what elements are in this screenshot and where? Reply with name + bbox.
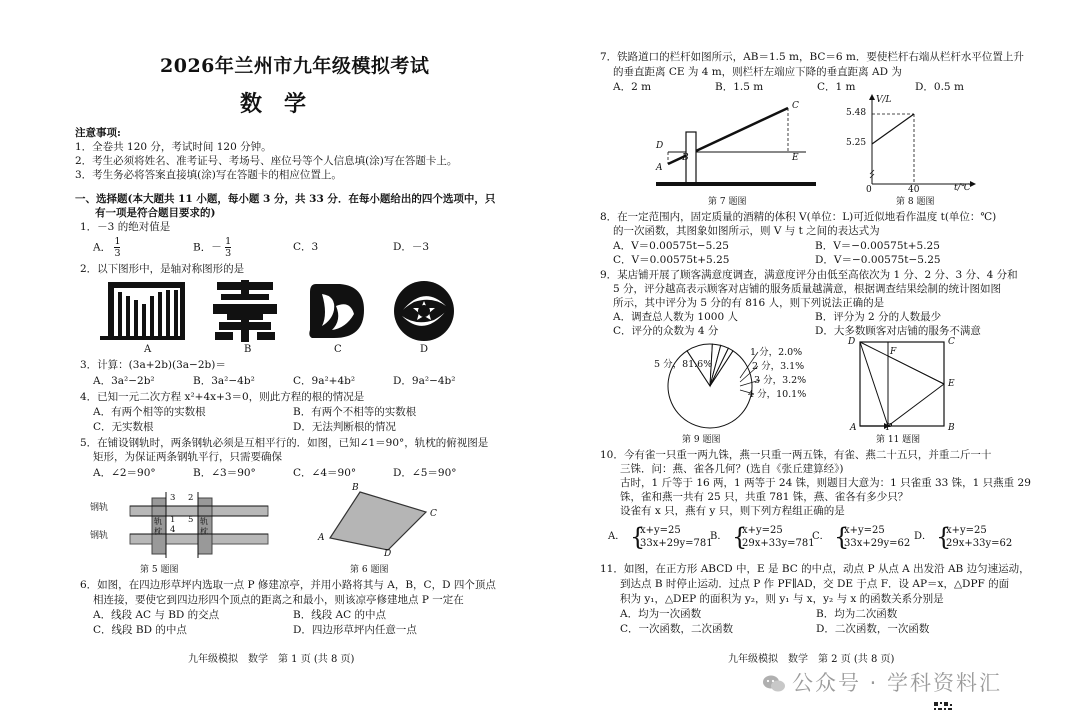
notice-heading: 注意事项:	[75, 127, 121, 139]
qr-code-icon	[934, 702, 954, 712]
q2-stem: 2．以下图形中，是轴对称图形的是	[80, 263, 245, 275]
q11-stem-1: 11．如图，在正方形 ABCD 中，E 是 BC 的中点，动点 P 从点 A 出发沿 AB 边匀速运动，	[600, 563, 1030, 575]
q7-label-e: E	[792, 153, 799, 163]
q4-option-c: C．无实数根	[93, 421, 154, 433]
q7-label-b: B	[682, 153, 689, 163]
q1-option-a: A． $\frac{1}{3}$	[93, 236, 121, 259]
section1-heading: 一、选择题(本大题共 11 小题，每小题 3 分，共 33 分．在每小题给出的四个选项中，只	[75, 193, 496, 205]
q11-label-d: D	[848, 337, 856, 347]
q4-stem: 4．已知一元二次方程 x²+4x+3＝0，则此方程的根的情况是	[80, 391, 365, 403]
notice-1: 1．全卷共 120 分，考试时间 120 分钟。	[75, 141, 272, 153]
q1-option-c: C．3	[293, 241, 319, 253]
q10-stem-1: 10．今有雀一只重一两九铢，燕一只重一两五铢，有雀、燕二十五只，并重二斤一十	[600, 449, 992, 461]
q8-option-c: C．V＝0.00575t+5.25	[613, 254, 730, 266]
q11-label-f: F	[890, 347, 897, 357]
q5-angle-4: 4	[170, 525, 176, 535]
q10-stem-4: 铢，雀和燕一共有 25 只，共重 781 铢，燕、雀各有多少只？	[620, 491, 909, 503]
q10-option-a: A． { x+y=25 33x+29y=781	[608, 523, 713, 551]
q5-angle-1: 1	[170, 515, 176, 525]
q11-label-e: E	[948, 379, 955, 389]
q8-option-d: D．V＝−0.00575t−5.25	[815, 254, 941, 266]
q6-stem-1: 6．如图，在四边形草坪内选取一点 P 修建凉亭，并用小路将其与 A，B，C，D 四个顶点	[80, 579, 496, 591]
q5-rail-label-top: 钢轨	[90, 503, 109, 513]
q6-figure	[318, 482, 448, 560]
q8-figure	[846, 94, 976, 194]
q8-y-tick-548: 5.48	[846, 108, 867, 118]
q8-stem-2: 的一次函数，其图象如图所示，则 V 与 t 之间的表达式为	[613, 225, 880, 237]
q11-option-b: B．均为二次函数	[816, 608, 898, 620]
q10-option-c: C． { x+y=25 33x+29y=62	[812, 523, 911, 551]
notice-3: 3．考生务必将答案直接填(涂)写在答题卡的相应位置上。	[75, 169, 342, 181]
q7-option-c: C．1 m	[817, 81, 856, 93]
q2-figure-c	[306, 280, 368, 342]
q5-tie-right-2: 枕	[200, 527, 208, 536]
q2-label-d: D	[420, 344, 429, 355]
q4-option-d: D．无法判断根的情况	[293, 421, 396, 433]
subject-title: 数 学	[240, 91, 307, 117]
q11-figure-caption: 第 11 题图	[876, 435, 921, 445]
right-page	[540, 0, 1080, 714]
q11-label-c: C	[948, 337, 955, 347]
q7-label-a: A	[656, 163, 663, 173]
q7-figure	[656, 100, 816, 190]
q11-figure	[848, 336, 958, 432]
q2-label-b: B	[244, 344, 252, 355]
q8-y-tick-525: 5.25	[846, 138, 867, 148]
q9-figure-caption: 第 9 题图	[682, 435, 721, 445]
q5-stem-2: 矩形，为保证两条钢轨平行，只需要确保	[93, 451, 282, 463]
q11-option-c: C．一次函数，二次函数	[620, 623, 734, 635]
left-page-footer: 九年级模拟 数学 第 1 页 (共 8 页)	[188, 654, 355, 665]
pie-label-4: 4 分，10.1%	[748, 389, 807, 400]
q6-option-b: B．线段 AC 的中点	[293, 609, 387, 621]
q7-option-b: B．1.5 m	[715, 81, 764, 93]
q11-label-p: P	[886, 423, 893, 433]
q10-stem-3: 古时，1 斤等于 16 两，1 两等于 24 铢，则题目大意为：1 只雀重 33 铢，1 只燕重 29	[620, 477, 1031, 489]
q6-option-c: C．线段 BD 的中点	[93, 624, 187, 636]
q9-option-a: A．调查总人数为 1000 人	[613, 311, 738, 323]
q6-vertex-d: D	[384, 549, 392, 559]
pie-label-3: 3 分，3.2%	[754, 375, 807, 386]
q5-figure-caption: 第 5 题图	[140, 565, 179, 575]
q3-option-b: B．3a²−4b²	[193, 375, 255, 387]
q6-option-a: A．线段 AC 与 BD 的交点	[93, 609, 220, 621]
q6-vertex-b: B	[352, 483, 359, 493]
pie-label-2: 2 分，3.1%	[752, 361, 805, 372]
q9-stem-1: 9．某店铺开展了顾客满意度调查，满意度评分由低至高依次为 1 分、2 分、3 分、4 分和	[600, 269, 1018, 281]
q9-stem-2: 5 分，评分越高表示顾客对店铺的服务质量越满意，根据调查结果绘制的统计图如图	[613, 283, 1002, 295]
exam-title: 2026年兰州市九年级模拟考试	[160, 55, 430, 77]
q5-rail-label-bottom: 钢轨	[90, 531, 109, 541]
q7-stem-1: 7．铁路道口的栏杆如图所示，AB＝1.5 m，BC＝6 m．要使栏杆右端从栏杆水平位置上升	[600, 51, 1024, 63]
q5-stem-1: 5．在铺设钢轨时，两条钢轨必须是互相平行的．如图，已知∠1＝90°，轨枕的俯视图是	[80, 437, 489, 449]
q2-label-c: C	[334, 344, 342, 355]
q6-option-d: D．四边形草坪内任意一点	[293, 624, 417, 636]
q2-figure-d	[392, 280, 456, 342]
section1-heading-2: 有一项是符合题目要求的)	[95, 207, 216, 219]
q4-option-b: B．有两个不相等的实数根	[293, 406, 417, 418]
q6-stem-2: 相连接，要使它到四边形四个顶点的距离之和最小，则该凉亭修建地点 P 一定在	[93, 594, 464, 606]
q2-figure-b	[213, 280, 277, 342]
q5-tie-left-1: 轨	[154, 517, 162, 526]
q9-option-c: C．评分的众数为 4 分	[613, 325, 719, 337]
q8-x-tick-0: 0	[866, 185, 872, 195]
q11-label-a: A	[850, 423, 857, 433]
q2-figure-a	[100, 282, 185, 340]
q9-option-d: D．大多数顾客对店铺的服务不满意	[815, 325, 981, 337]
q11-option-a: A．均为一次函数	[620, 608, 702, 620]
q7-option-a: A．2 m	[613, 81, 652, 93]
pie-label-5: 5 分，81.6%	[654, 359, 713, 370]
q8-option-b: B．V＝−0.00575t+5.25	[815, 240, 940, 252]
q5-angle-2: 2	[188, 493, 194, 503]
q10-stem-5: 设雀有 x 只，燕有 y 只，则下列方程组正确的是	[620, 505, 845, 517]
q1-stem: 1．－3 的绝对值是	[80, 221, 171, 233]
q8-option-a: A．V＝0.00575t−5.25	[613, 240, 729, 252]
right-page-footer: 九年级模拟 数学 第 2 页 (共 8 页)	[728, 654, 895, 665]
q8-x-axis-label: t/℃	[954, 183, 971, 193]
notice-2: 2．考生必须将姓名、准考证号、考场号、座位号等个人信息填(涂)写在答题卡上。	[75, 155, 458, 167]
q9-pie-chart	[640, 340, 830, 432]
q11-label-b: B	[948, 423, 955, 433]
q3-option-c: C．9a²+4b²	[293, 375, 356, 387]
q1-option-d: D．－3	[393, 241, 430, 253]
q7-stem-2: 的垂直距离 CE 为 4 m，则栏杆左端应下降的垂直距离 AD 为	[613, 66, 902, 78]
q7-label-d: D	[656, 141, 664, 151]
q3-option-d: D．9a²−4b²	[393, 375, 456, 387]
pie-label-1: 1 分，2.0%	[750, 347, 803, 358]
q10-option-b: B． { x+y=25 29x+33y=781	[710, 523, 815, 551]
q11-stem-2: 到达点 B 时停止运动．过点 P 作 PF∥AD，交 DE 于点 F．设 AP＝x，△DPF 的面	[620, 578, 1010, 590]
q3-stem: 3．计算：(3a+2b)(3a−2b)＝	[80, 359, 226, 371]
q10-stem-2: 三铢．问：燕、雀各几何？(选自《张丘建算经》)	[620, 463, 844, 475]
q11-stem-3: 积为 y₁，△DEP 的面积为 y₂，则 y₁ 与 x，y₂ 与 x 的函数关系分别是	[620, 593, 944, 605]
q8-figure-caption: 第 8 题图	[896, 197, 935, 207]
q5-tie-right-1: 轨	[200, 517, 208, 526]
q7-figure-caption: 第 7 题图	[708, 197, 747, 207]
watermark	[762, 668, 1002, 700]
q5-option-d: D．∠5＝90°	[393, 467, 457, 479]
q7-label-c: C	[792, 101, 799, 111]
q9-option-b: B．评分为 2 分的人数最少	[815, 311, 942, 323]
q5-angle-3: 3	[170, 493, 176, 503]
q6-vertex-a: A	[318, 533, 325, 543]
q5-option-b: B．∠3＝90°	[193, 467, 256, 479]
q8-y-axis-label: V/L	[876, 95, 892, 105]
q5-option-c: C．∠4＝90°	[293, 467, 357, 479]
wechat-icon	[762, 674, 786, 694]
q8-stem-1: 8．在一定范围内，固定质量的酒精的体积 V(单位：L)可近似地看作温度 t(单位：℃)	[600, 211, 997, 223]
q4-option-a: A．有两个相等的实数根	[93, 406, 206, 418]
q6-figure-caption: 第 6 题图	[350, 565, 389, 575]
q3-option-a: A．3a²−2b²	[93, 375, 155, 387]
q5-tie-left-2: 枕	[154, 527, 162, 536]
q10-option-d: D． { x+y=25 29x+33y=62	[914, 523, 1013, 551]
q6-vertex-c: C	[430, 509, 437, 519]
q5-figure	[90, 488, 270, 560]
q8-x-tick-40: 40	[908, 185, 920, 195]
q5-angle-5: 5	[188, 515, 194, 525]
q1-option-b: B．－ $\frac{1}{3}$	[193, 236, 232, 259]
watermark-text: 公众号 · 学科资料汇	[792, 671, 1003, 695]
q2-label-a: A	[144, 344, 152, 355]
q7-option-d: D．0.5 m	[915, 81, 964, 93]
q11-option-d: D．二次函数，一次函数	[816, 623, 930, 635]
q5-option-a: A．∠2＝90°	[93, 467, 156, 479]
q9-stem-3: 所示，其中评分为 5 分的有 816 人，则下列说法正确的是	[613, 297, 885, 309]
